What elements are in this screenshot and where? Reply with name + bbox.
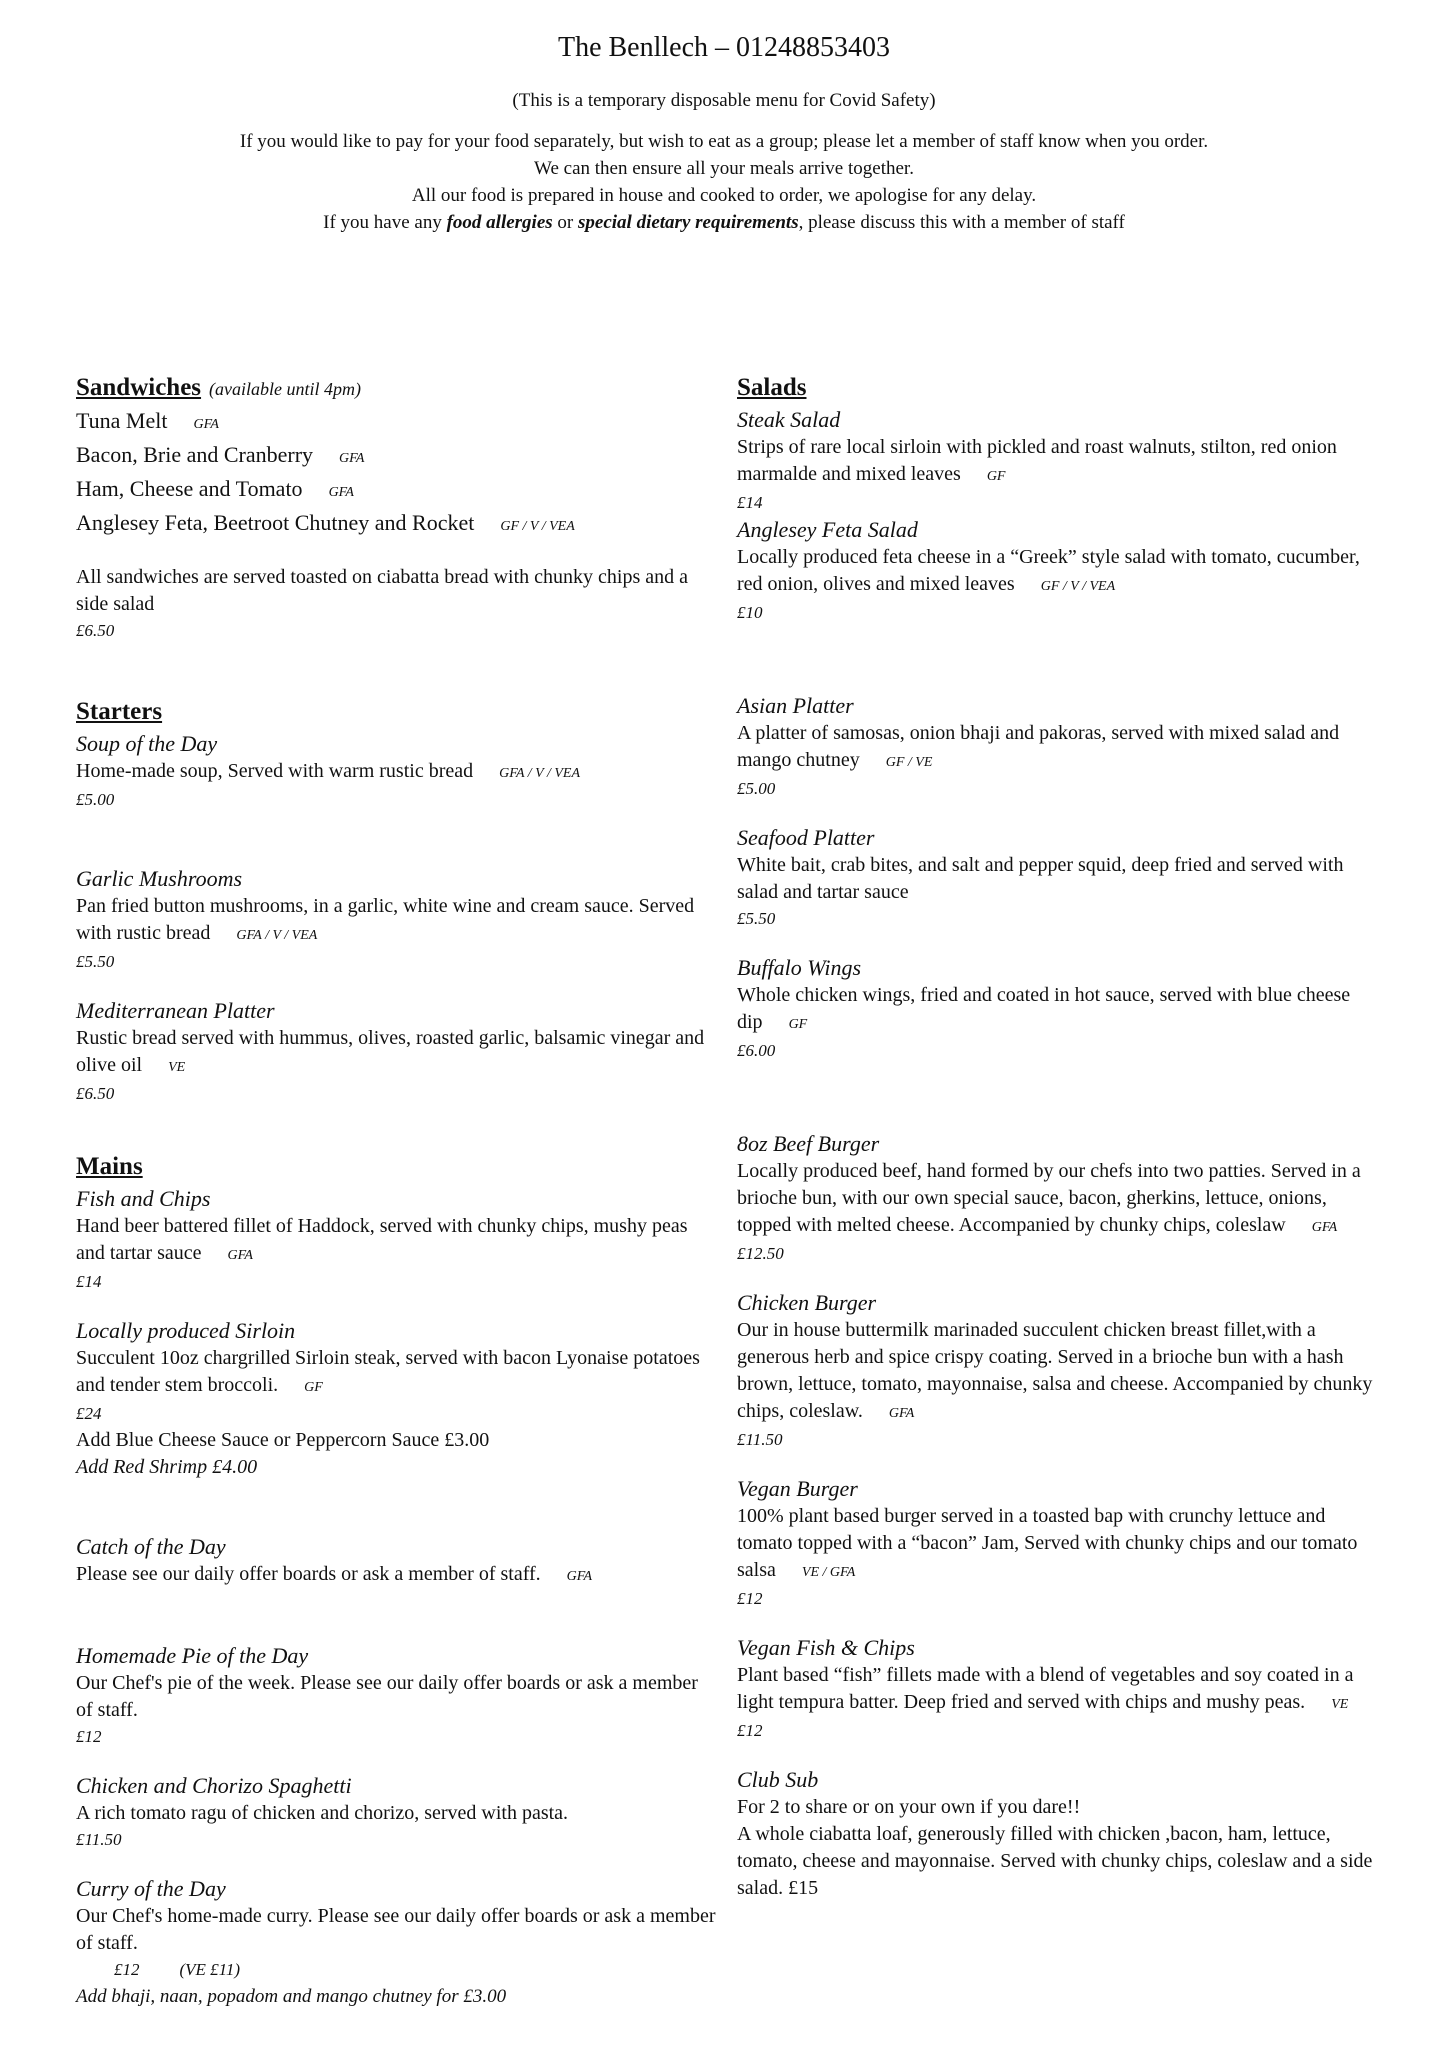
item-name: Seafood Platter [737,825,875,850]
price-vegan: (VE £11) [179,1960,241,1979]
item-description [737,1317,1377,1427]
item-name: Ham, Cheese and Tomato [76,476,303,501]
dietary-tag: VE [1331,1697,1349,1712]
item-name: Tuna Melt [76,408,168,433]
item-description [737,720,1377,776]
dietary-tag: GFA [566,1569,593,1584]
item-description [737,1662,1377,1718]
item-price: £10 [737,603,763,622]
desc-text: 100% plant based burger served in a toasted bap with crunchy lettuce and tomato topped with a “bacon” Jam, Served with chunky chips and our tomato salsa [737,1505,1358,1581]
item-name: 8oz Beef Burger [737,1131,880,1156]
item-extra: Add Blue Cheese Sauce or Peppercorn Sauce £3.00 [76,1429,490,1451]
item-name: Curry of the Day [76,1876,226,1901]
menu-item [76,997,716,1107]
starters-heading [76,696,716,728]
salads-heading [737,372,1377,404]
menu-item [737,1475,1377,1612]
dietary-emphasis: special dietary requirements [578,212,799,233]
item-description [76,1025,716,1081]
desc-text: Home-made soup, Served with warm rustic bread [76,760,474,782]
item-name: Chicken and Chorizo Spaghetti [76,1773,352,1798]
item-name: Vegan Fish & Chips [737,1635,915,1660]
dietary-tag: GFA [227,1248,253,1263]
dietary-tag: GF [304,1380,323,1395]
item-price: £6.00 [737,1041,776,1060]
item-name: Steak Salad [737,407,841,432]
item-price: £5.50 [737,909,776,928]
section-title: Salads [737,374,807,401]
item-description [737,1821,1377,1902]
dietary-tag: GF [986,469,1006,484]
desc-text: A whole ciabatta loaf, generously filled with chicken ,bacon, ham, lettuce, tomato, cheese and mayonnaise. Served with chunky chips, coleslaw and a side salad. [737,1823,1373,1899]
sandwich-item [76,508,716,542]
item-description [76,1561,716,1590]
item-extra: Add Red Shrimp £4.00 [76,1456,258,1478]
dietary-tag: GFA [328,485,354,500]
item-extra: Add bhaji, naan, popadom and mango chutney for £3.00 [76,1986,507,2007]
menu-item [76,730,716,813]
desc-text: Pan fried button mushrooms, in a garlic, white wine and cream sauce. Served with rustic bread [76,895,695,944]
header-notes [0,128,1448,236]
item-price: £11.50 [76,1830,122,1849]
item-name: Asian Platter [737,693,854,718]
menu-item [737,1130,1377,1267]
header-note-1: If you would like to pay for your food separately, but wish to eat as a group; please let a member of staff know when you order. [239,131,1209,152]
item-name: Bacon, Brie and Cranberry [76,442,314,467]
menu-item [737,824,1377,932]
menu-item [737,1766,1377,1902]
menu-item [76,1772,716,1853]
item-price: £5.00 [737,779,776,798]
item-name: Mediterranean Platter [76,998,275,1023]
header-note-4 [0,209,1448,236]
item-name: Homemade Pie of the Day [76,1643,309,1668]
item-name: Catch of the Day [76,1534,226,1559]
desc-text: Rustic bread served with hummus, olives, roasted garlic, balsamic vinegar and olive oil [76,1027,705,1076]
menu-item [737,516,1377,626]
sandwich-item [76,440,716,474]
sandwich-price: £6.50 [76,621,115,640]
mains-heading [76,1151,716,1183]
price-regular: £12 [114,1960,140,1979]
restaurant-title: The Benllech – 01248853403 [557,32,891,63]
desc-text: Locally produced beef, hand formed by our chefs into two patties. Served in a brioche bun, with our own special sauce, bacon, gherkins, lettuce, onions, topped with melted cheese. Accompanied by chunky chips, coleslaw [737,1160,1361,1236]
item-price: £12 [737,1721,763,1740]
menu-item [737,1289,1377,1453]
menu-item [76,1317,716,1481]
left-column [76,372,716,2010]
menu-item [737,1634,1377,1744]
desc-text: Succulent 10oz chargrilled Sirloin steak, served with bacon Lyonaise potatoes and tender stem broccoli. [76,1347,700,1396]
section-title: Sandwiches [76,374,202,401]
menu-item [76,1875,716,2010]
item-name: Soup of the Day [76,731,218,756]
dietary-tag: VE [168,1060,186,1075]
item-description [737,1158,1377,1241]
item-description: A rich tomato ragu of chicken and chorizo, served with pasta. [76,1802,569,1824]
desc-text: Strips of rare local sirloin with pickled and roast walnuts, stilton, red onion marmalde and mixed leaves [737,436,1337,485]
desc-text: Locally produced feta cheese in a “Greek” style salad with tomato, cucumber, red onion, olives and mixed leaves [737,546,1360,595]
menu-header [0,30,1448,236]
item-price: £11.50 [737,1430,783,1449]
item-price: £15 [788,1877,819,1899]
item-description [76,758,716,787]
item-name: Chicken Burger [737,1290,877,1315]
dietary-tag: GF / VE [885,755,933,770]
item-description [737,544,1377,600]
item-price: £6.50 [76,1084,115,1103]
item-name: Buffalo Wings [737,955,862,980]
menu-item [76,1185,716,1295]
menu-item [76,1533,716,1590]
item-description [737,1503,1377,1586]
item-description [76,893,716,949]
allergy-text-pre: If you have any [323,212,447,233]
sandwich-item [76,474,716,508]
item-description: Our Chef's home-made curry. Please see our daily offer boards or ask a member of staff. [76,1905,716,1954]
sandwiches-heading [76,372,716,404]
dietary-tag: GFA [1311,1220,1338,1235]
sandwich-item [76,406,716,440]
section-title: Starters [76,698,163,725]
item-price: £5.00 [76,790,115,809]
item-price: £24 [76,1404,102,1423]
item-name: Fish and Chips [76,1186,211,1211]
item-price: £12 [737,1589,763,1608]
item-name: Garlic Mushrooms [76,866,243,891]
item-name: Vegan Burger [737,1476,858,1501]
item-price: £12 [76,1727,102,1746]
section-title: Mains [76,1153,143,1180]
item-description [76,1345,716,1401]
right-column [737,372,1377,1902]
menu-item [737,954,1377,1064]
item-price [114,1957,716,1983]
menu-item [737,692,1377,802]
item-name: Locally produced Sirloin [76,1318,296,1343]
item-name: Club Sub [737,1767,819,1792]
menu-subtitle: (This is a temporary disposable menu for Covid Safety) [512,90,936,111]
dietary-tag: GF / V / VEA [1040,579,1116,594]
item-description: Our Chef's pie of the week. Please see our daily offer boards or ask a member of staff. [76,1672,698,1721]
dietary-tag: VE / GFA [801,1565,856,1580]
dietary-tag: GFA [888,1406,915,1421]
allergy-text-post: , please discuss this with a member of staff [798,212,1125,233]
header-note-3: All our food is prepared in house and cooked to order, we apologise for any delay. [411,185,1037,206]
dietary-tag: GFA / V / VEA [236,928,318,943]
section-note: (available until 4pm) [209,379,362,399]
desc-text: Whole chicken wings, fried and coated in hot sauce, served with blue cheese dip [737,984,1351,1033]
desc-text: Hand beer battered fillet of Haddock, served with chunky chips, mushy peas and tartar sauce [76,1215,688,1264]
item-description [76,1213,716,1269]
desc-text: A platter of samosas, onion bhaji and pakoras, served with mixed salad and mango chutney [737,722,1340,771]
menu-item [76,1642,716,1750]
dietary-tag: GFA [339,451,365,466]
dietary-tag: GFA / V / VEA [499,766,580,781]
dietary-tag: GF [788,1017,808,1032]
dietary-tag: GF / V / VEA [500,519,575,534]
allergy-text-mid: or [552,212,578,233]
desc-text: Plant based “fish” fillets made with a blend of vegetables and soy coated in a light tempura batter. Deep fried and served with chips and mushy peas. [737,1664,1354,1713]
dietary-tag: GFA [193,417,219,432]
item-price: £12.50 [737,1244,784,1263]
item-description [737,982,1377,1038]
header-note-2: We can then ensure all your meals arrive together. [534,158,914,179]
desc-text: Please see our daily offer boards or ask a member of staff. [76,1563,541,1585]
item-price: £14 [76,1272,102,1291]
item-description: For 2 to share or on your own if you dare!! [737,1796,1081,1818]
item-description: White bait, crab bites, and salt and pepper squid, deep fried and served with salad and tartar sauce [737,854,1344,903]
item-name: Anglesey Feta Salad [737,517,918,542]
item-name: Anglesey Feta, Beetroot Chutney and Rocket [76,510,475,535]
item-price: £5.50 [76,952,115,971]
menu-item [76,865,716,975]
desc-text: Our in house buttermilk marinaded succulent chicken breast fillet,with a generous herb and spice crispy coating. Served in a brioche bun with a hash brown, lettuce, tomato, mayonnaise, salsa and cheese. Accompanied by chunky chips, coleslaw. [737,1319,1373,1422]
item-description [737,434,1377,490]
sandwich-description: All sandwiches are served toasted on ciabatta bread with chunky chips and a side salad [76,566,689,615]
item-price: £14 [737,493,763,512]
menu-item [737,406,1377,516]
allergy-emphasis: food allergies [446,212,553,233]
